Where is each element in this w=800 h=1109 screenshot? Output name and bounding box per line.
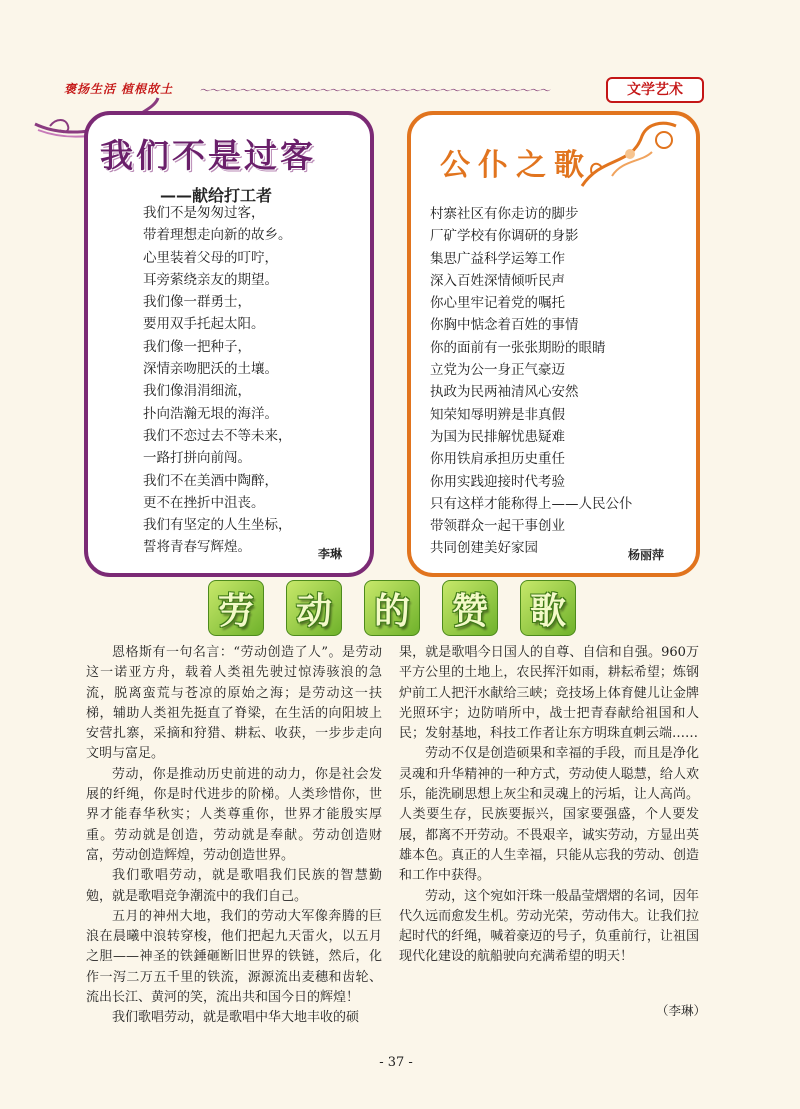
poem-line: 带领群众一起干事创业 <box>430 518 565 535</box>
poem-right-lines <box>430 203 633 560</box>
essay-paragraph: 五月的神州大地，我们的劳动大军像奔腾的巨浪在晨曦中浪转穿梭，他们把起九天雷火，以五月之胆——神圣的铁錘砸断旧世界的铁链，然后，化作一泻二万五千里的铁流，源源流出麦穗和齿轮、流出长江、黄河的笑，流出共和国今日的辉煌！ <box>86 908 382 1006</box>
essay-title-char: 赞 <box>442 580 498 636</box>
poem-line: 立党为公一身正气豪迈 <box>430 362 565 379</box>
poem-line: 我们像一把种子， <box>143 338 251 355</box>
poem-line: 只有这样才能称得上——人民公仆 <box>430 495 633 512</box>
poem-line: 厂矿学校有你调研的身影 <box>430 228 579 245</box>
essay-author: （李琳） <box>656 1003 707 1018</box>
poem-line: 我们不在美酒中陶醉， <box>143 472 278 489</box>
poem-line: 我们有坚定的人生坐标， <box>143 517 292 534</box>
poem-line: 为国为民排解忧患疑难 <box>430 428 565 445</box>
poem-line: 心里装着父母的叮咛， <box>143 249 278 266</box>
essay-paragraph: 劳动，你是推动历史前进的动力，你是社会发展的纤绳，你是时代进步的阶梯。人类珍惜你，世界才能春华秋实；人类尊重你，世界才能殷实厚重。劳动就是创造，劳动就是奉献。劳动创造财富，劳动创造辉煌，劳动创造世界。 <box>86 766 382 863</box>
poem-line: 誓将青春写辉煌。 <box>143 539 251 556</box>
essay-title-char: 劳 <box>208 580 264 636</box>
essay-title-char: 歌 <box>520 580 576 636</box>
poem-line: 耳旁萦绕亲友的期望。 <box>143 271 278 288</box>
poem-line: 村寨社区有你走访的脚步 <box>430 206 579 222</box>
poem-left-author: 李琳 <box>318 547 343 561</box>
essay-column-left <box>86 643 382 1029</box>
essay-paragraph: 果，就是歌唱今日国人的自尊、自信和自强。960万平方公里的土地上，农民挥汗如雨，耕耘希望；炼钢炉前工人把汗水献给三峡；竞技场上体育健儿让金牌光照环宇；边防哨所中，战士把青春献给祖国和人民；发射基地，科技工作者让东方明珠直刺云端…… <box>399 645 699 742</box>
poem-line: 一路打拼向前闯。 <box>143 450 251 467</box>
poem-line: 你用铁肩承担历史重任 <box>430 451 565 468</box>
essay-paragraph: 劳动，这个宛如汗珠一般晶莹熠熠的名词，因年代久远而愈发生机。劳动光荣，劳动伟大。让我们拉起时代的纤绳，喊着豪迈的号子，负重前行，让祖国现代化建设的航船驶向充满希望的明天！ <box>399 888 699 965</box>
essay-paragraph: 我们歌唱劳动，就是歌唱我们民族的智慧勤勉，就是歌唱竞争潮流中的我们自己。 <box>86 868 382 904</box>
poem-line: 共同创建美好家园 <box>430 540 538 557</box>
poem-line: 我们不恋过去不等未来， <box>143 427 292 444</box>
poem-line: 我们像涓涓细流， <box>143 383 251 400</box>
essay-paragraph: 恩格斯有一句名言：“劳动创造了人”。是劳动这一诺亚方舟，载着人类祖先驶过惊涛骇浪的急流，脱离蛮荒与苍凉的原始之海；是劳动这一扶梯，辅助人类祖先挺直了脊梁，在生活的向阳坡上安营扎寨，采摘和狩猎、耕耘、收获，一步步走向文明与富足。 <box>86 645 382 762</box>
poem-line: 你心里牢记着党的嘱托 <box>430 295 565 312</box>
poem-line: 你用实践迎接时代考验 <box>430 473 565 490</box>
poem-line: 要用双手托起太阳。 <box>143 316 265 333</box>
poem-right-author: 杨丽萍 <box>628 548 665 562</box>
page-number: - 37 - <box>379 1055 413 1070</box>
poem-line: 知荣知辱明辨是非真假 <box>430 406 565 423</box>
poem-line: 你的面前有一张张期盼的眼睛 <box>430 339 606 356</box>
poem-line: 你胸中惦念着百姓的事情 <box>430 317 579 334</box>
header-slogan: 褒扬生活 植根故土 <box>64 82 174 96</box>
poem-left-title: 我们不是过客 <box>100 136 316 175</box>
essay-paragraph: 劳动不仅是创造硕果和幸福的手段，而且是净化灵魂和升华精神的一种方式，劳动使人聪慧，给人欢乐，能洗刷思想上灰尘和灵魂上的污垢，让人高尚。人类要生存，民族要振兴，国家要强盛，个人要发展，都离不开劳动。不畏艰辛，诚实劳动，方显出英雄本色。真正的人生幸福，只能从忘我的劳动、创造和工作中获得。 <box>399 746 699 884</box>
essay-paragraph: 我们歌唱劳动，就是歌唱中华大地丰收的硕 <box>112 1010 360 1026</box>
poem-line: 深情亲吻肥沃的土壤。 <box>143 361 278 378</box>
essay-title <box>208 580 578 638</box>
section-badge: 文学艺术 <box>606 77 704 103</box>
header-wave-divider: 〜〜〜〜〜〜〜〜〜〜〜〜〜〜〜〜〜〜〜〜〜〜〜〜〜〜〜〜〜〜〜〜〜〜〜 <box>200 84 550 96</box>
poem-line: 更不在挫折中沮丧。 <box>143 494 265 511</box>
poem-line: 深入百姓深情倾听民声 <box>430 272 565 289</box>
essay-title-char: 动 <box>286 580 342 636</box>
essay-title-char: 的 <box>364 580 420 636</box>
poem-line: 我们不是匆匆过客， <box>143 205 265 221</box>
poem-left-lines <box>143 202 292 559</box>
essay-column-right <box>399 643 699 968</box>
poem-line: 我们像一群勇士， <box>143 294 251 311</box>
poem-right-title: 公仆之歌 <box>440 148 592 183</box>
poem-line: 带着理想走向新的故乡。 <box>143 227 292 244</box>
poem-line: 集思广益科学运筹工作 <box>430 250 565 267</box>
poem-line: 扑向浩瀚无垠的海洋。 <box>143 405 278 422</box>
poem-left-subtitle: ——献给打工者 <box>160 186 273 205</box>
poem-line: 执政为民两袖清风心安然 <box>430 384 579 401</box>
